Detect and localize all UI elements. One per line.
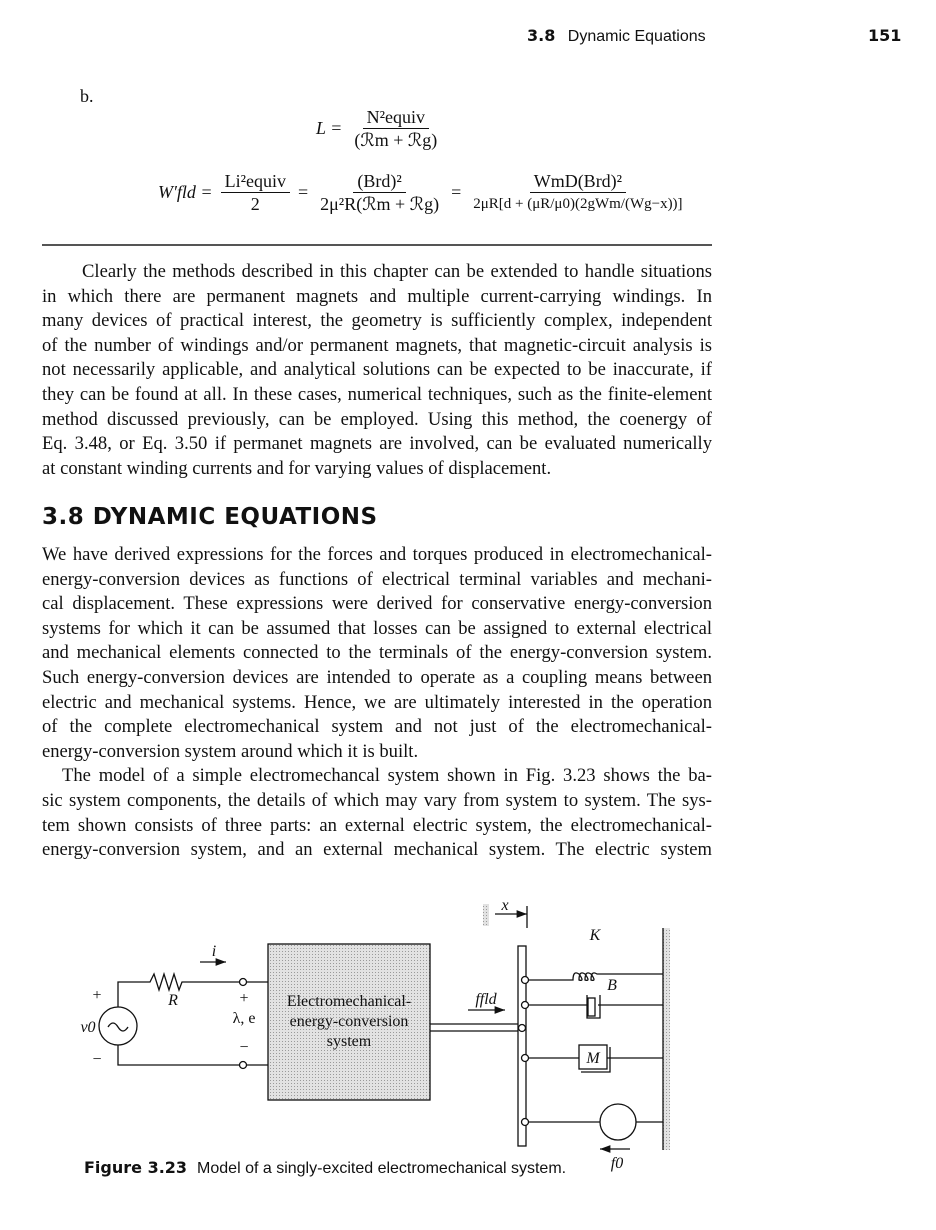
header-section-title: Dynamic Equations — [567, 28, 706, 45]
page-number: 151 — [868, 26, 902, 45]
text-line: and mechanical elements connected to the terminals of the energy-conversion system. — [42, 642, 712, 664]
eq-l-den: (ℛm + ℛg) — [354, 130, 438, 150]
label-f0: f0 — [610, 1155, 624, 1172]
text-line: of the number of windings and/or permanent magnets, that magnetic-circuit analysis is — [42, 334, 712, 356]
figure-caption — [84, 1158, 566, 1178]
eq-w-f3-num: WmD(Brd)² — [530, 170, 626, 193]
label-terminal-plus: + — [239, 990, 249, 1007]
eq-w-f2-den: 2μ²R(ℛm + ℛg) — [320, 194, 440, 214]
text-line: cal displacement. These expressions were derived for conservative energy-conversion — [42, 593, 712, 615]
text-line: The model of a simple electromechancal system shown in Fig. 3.23 shows the ba- — [62, 765, 712, 787]
text-line: energy-conversion devices as functions of electrical terminal variables and mechani- — [42, 568, 712, 590]
equation-coenergy: W′fld = $\frac{\text{Li²equiv}}{2}$ = $\frac{\text{(Brd)²}}{\text{2μ²R(ℛm + ℛg)}}$ = $\frac{\text{WmD(Brd)²}}{\text{2μR[d + (μR/μ0)(2gWm/(Wg−x))]}}$ — [158, 170, 687, 215]
text-line: energy-conversion system around which it is built. — [42, 740, 419, 762]
text-line: many devices of practical interest, the geometry is sufficiently complex, independent — [42, 310, 712, 332]
header-section-number: 3.8 — [527, 26, 556, 45]
text-line: tem shown consists of three parts: an external electric system, the electromechanical- — [42, 814, 712, 836]
eq-l-lhs: L = — [316, 118, 343, 138]
label-lambda-e: λ, e — [232, 1010, 256, 1027]
eq-w-f1-den: 2 — [250, 194, 260, 214]
label-x: x — [501, 897, 509, 914]
label-M: M — [586, 1050, 600, 1067]
text-line: in which there are permanent magnets and multiple current-carrying windings. In — [42, 285, 712, 307]
text-line: Eq. 3.48, or Eq. 3.50 if permanet magnets are involved, can be evaluated numerically — [42, 433, 712, 455]
caption-label: Figure 3.23 — [84, 1158, 188, 1177]
text-line: sic system components, the details of which may vary from system to system. The sys- — [42, 790, 712, 811]
text-line: energy-conversion system, and an external mechanical system. The electric system — [42, 839, 712, 861]
box-label-line1: Electromechanical- — [286, 993, 412, 1010]
eq-w-f2-num: (Brd)² — [353, 170, 405, 193]
label-f-fld: ffld — [475, 991, 497, 1008]
text-line: at constant winding currents and for varying values of displacement. — [42, 457, 552, 479]
box-label-line2: energy-conversion — [289, 1013, 409, 1030]
label-resistor: R — [168, 992, 178, 1009]
text-line: electric and mechanical systems. Hence, we are ultimately interested in the operation — [42, 691, 712, 713]
equation-label: b. — [80, 86, 94, 106]
label-source-minus: − — [92, 1051, 102, 1068]
force-source-icon — [600, 1104, 636, 1140]
label-K: K — [589, 927, 601, 944]
section-heading: 3.8 DYNAMIC EQUATIONS — [42, 504, 378, 530]
label-current: i — [211, 943, 217, 960]
text-line: Clearly the methods described in this chapter can be extended to handle situations — [82, 261, 712, 282]
eq-w-f1-num: Li²equiv — [221, 170, 290, 193]
label-v0: v0 — [80, 1019, 96, 1036]
spring-icon — [529, 973, 663, 981]
text-line: of the complete electromechanical system and not just of the electromechanical- — [42, 716, 712, 738]
eq-w-f3-den: 2μR[d + (μR/μ0)(2gWm/(Wg−x))] — [473, 196, 683, 212]
damper-icon — [529, 995, 663, 1018]
text-line: systems for which it can be assumed that losses can be assigned to external electrical — [42, 617, 712, 639]
text-line: method discussed previously, can be employed. Using this method, the coenergy of — [42, 408, 712, 430]
caption-text: Model of a singly-excited electromechanical system. — [197, 1160, 567, 1177]
text-line: they can be found at all. In these cases, numerical techniques, such as the finite-element — [42, 384, 712, 405]
label-B: B — [607, 977, 617, 994]
text-line: We have derived expressions for the forces and torques produced in electromechanical- — [42, 544, 712, 565]
eq-l-num: N²equiv — [363, 106, 429, 129]
label-terminal-minus: − — [239, 1039, 249, 1056]
eq-w-lhs: W′fld = — [158, 182, 213, 202]
label-source-plus: + — [92, 987, 102, 1004]
text-line: Such energy-conversion devices are intended to operate as a coupling means between — [42, 667, 712, 688]
text-line: not necessarily applicable, and analytical solutions can be expected to be inaccurate, if — [42, 359, 712, 381]
box-label-line3: system — [326, 1033, 372, 1050]
